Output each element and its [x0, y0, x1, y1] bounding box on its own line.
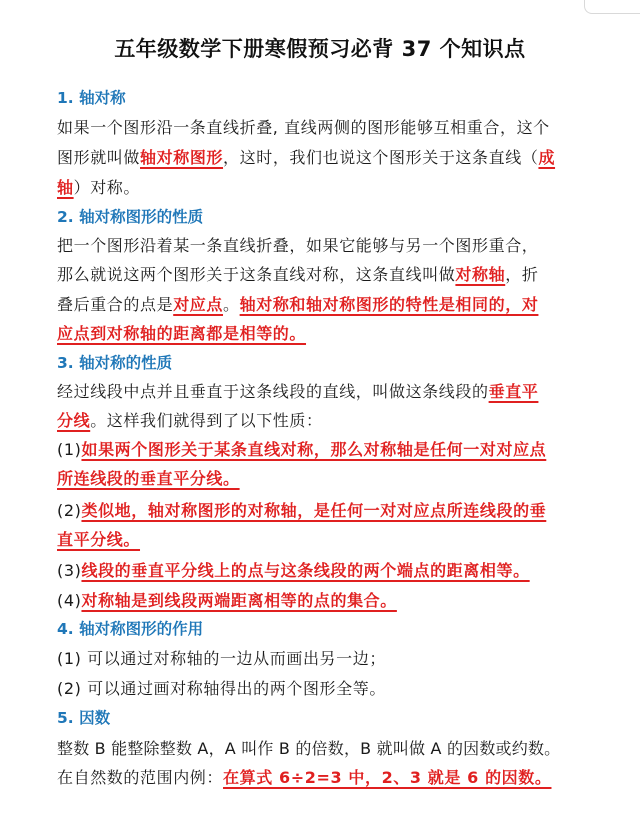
- s4-line-1: (1) 可以通过对称轴的一边从而画出另一边；: [57, 649, 386, 668]
- highlight-term: 线段的垂直平分线上的点与这条线段的两个端点的距离相等。: [81, 561, 530, 580]
- highlight-term: 轴对称图形: [140, 148, 224, 167]
- highlight-term: 在算式 6÷2=3 中，2、3 就是 6 的因数。: [223, 768, 552, 787]
- highlight-term: 类似地，轴对称图形的对称轴，是任何一对对应点所连线段的垂: [81, 501, 547, 520]
- s3-prop-2b: [57, 527, 592, 550]
- section-heading-1: 1. 轴对称: [57, 89, 126, 107]
- highlight-term: 轴: [57, 178, 74, 197]
- s2-line-2: 那么就说这两个图形关于这条直线对称，这条直线叫做对称轴，折: [57, 265, 539, 284]
- section-heading-3: 3. 轴对称的性质: [57, 354, 173, 372]
- s3-prop-3: (3)线段的垂直平分线上的点与这条线段的两个端点的距离相等。: [57, 561, 530, 580]
- s3-prop-1b: [57, 466, 592, 489]
- s2-line-3: 叠后重合的点是对应点。轴对称和轴对称图形的特性是相同的，对: [57, 295, 539, 314]
- corner-tab[interactable]: [584, 0, 640, 14]
- s4-line-2: (2) 可以通过画对称轴得出的两个图形全等。: [57, 679, 386, 698]
- highlight-term: 对称轴: [455, 265, 506, 284]
- s5-line-2: 在自然数的范围内例：在算式 6÷2=3 中，2、3 就是 6 的因数。: [57, 768, 552, 787]
- highlight-term: 分线: [57, 411, 91, 430]
- highlight-term: 所连线段的垂直平分线。: [57, 469, 240, 488]
- s2-line-1: 把一个图形沿着某一条直线折叠，如果它能够与另一个图形重合，: [57, 236, 539, 255]
- highlight-term: 成: [538, 148, 556, 167]
- page-title: 五年级数学下册寒假预习必背 37 个知识点: [114, 37, 526, 61]
- highlight-term: 垂直平: [488, 382, 539, 401]
- s3-line-1: 经过线段中点并且垂直于这条线段的直线，叫做这条线段的垂直平: [57, 382, 539, 401]
- s1-line-3: 轴）对称。: [57, 178, 141, 197]
- s3-prop-2a: (2)类似地，轴对称图形的对称轴，是任何一对对应点所连线段的垂: [57, 501, 547, 520]
- highlight-term: 应点到对称轴的距离都是相等的。: [57, 324, 307, 343]
- highlight-term: 轴对称和轴对称图形的特性是相同的，对: [239, 295, 539, 314]
- s2-line-4: [57, 321, 592, 344]
- s5-line-1: 整数 B 能整除整数 A，A 叫作 B 的倍数，B 就叫做 A 的因数或约数。: [57, 739, 561, 758]
- section-heading-4: 4. 轴对称图形的作用: [57, 620, 204, 638]
- section-heading-5: 5. 因数: [57, 709, 111, 727]
- highlight-term: 对称轴是到线段两端距离相等的点的集合。: [81, 591, 397, 610]
- section-heading-2: 2. 轴对称图形的性质: [57, 208, 204, 226]
- highlight-term: 直平分线。: [57, 530, 141, 549]
- s1-line-1: 如果一个图形沿一条直线折叠, 直线两侧的图形能够互相重合，这个: [57, 118, 550, 137]
- s3-prop-1a: (1)如果两个图形关于某条直线对称，那么对称轴是任何一对对应点: [57, 440, 547, 459]
- s3-line-2: 分线。这样我们就得到了以下性质：: [57, 411, 323, 430]
- highlight-term: 对应点: [173, 295, 224, 314]
- s3-prop-4: (4)对称轴是到线段两端距离相等的点的集合。: [57, 591, 397, 610]
- s1-line-2: 图形就叫做轴对称图形，这时，我们也说这个图形关于这条直线（成: [57, 148, 556, 167]
- highlight-term: 如果两个图形关于某条直线对称，那么对称轴是任何一对对应点: [81, 440, 547, 459]
